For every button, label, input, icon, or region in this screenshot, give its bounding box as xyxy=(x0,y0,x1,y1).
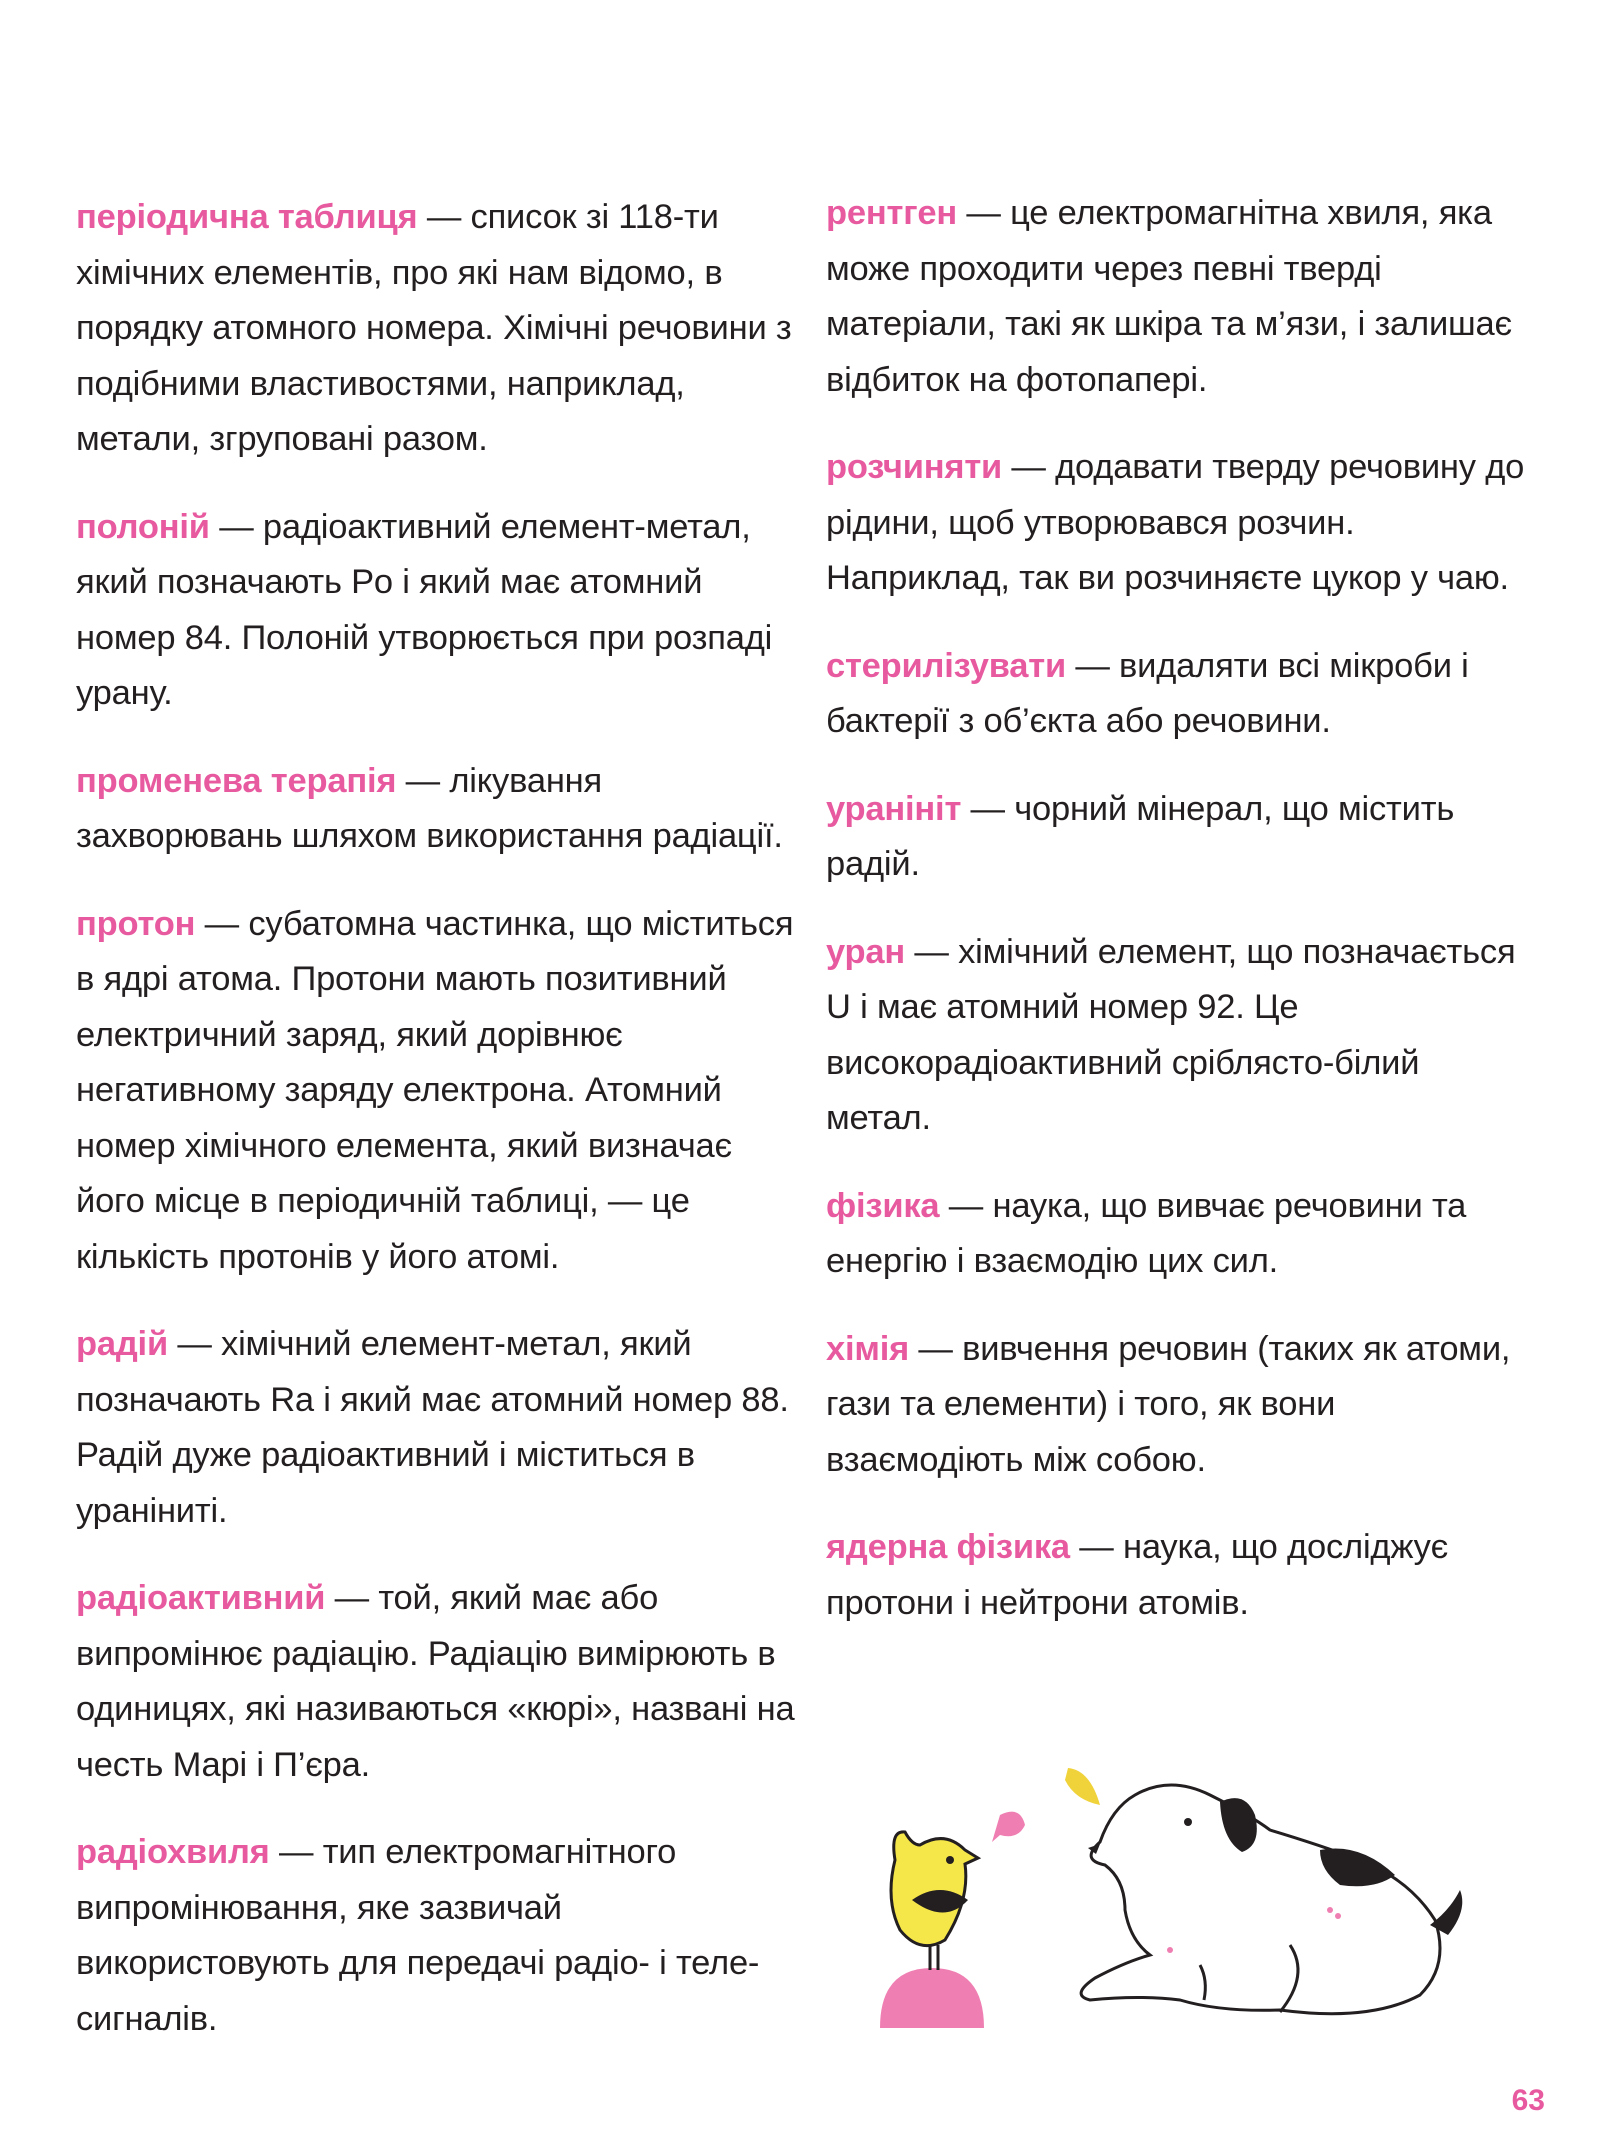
bird-and-dog-illustration xyxy=(850,1750,1550,2050)
glossary-entry xyxy=(826,782,1526,893)
page-number: 63 xyxy=(1511,2084,1545,2117)
glossary-term: стерилізувати xyxy=(826,646,1066,685)
glossary-definition: — видаляти всі мікроби і бактерії з об’єкта або речовини. xyxy=(826,646,1469,740)
glossary-definition: — вивчення речовин (таких як атоми, гази та елементи) і того, як вони взаємодіють між собою. xyxy=(826,1329,1511,1479)
glossary-entry xyxy=(826,639,1526,750)
speech-bubble-icon xyxy=(1065,1768,1100,1805)
glossary-definition: — чорний мінерал, що містить радій. xyxy=(826,789,1455,883)
glossary-entry xyxy=(76,1317,796,1539)
glossary-entry xyxy=(76,1571,796,1793)
glossary-definition: — хімічний елемент, що позначається U і має атомний номер 92. Це високорадіоактивний сріблясто-білий метал. xyxy=(826,932,1516,1137)
glossary-definition: — наука, що досліджує протони і нейтрони атомів. xyxy=(826,1528,1449,1622)
glossary-entry xyxy=(826,1179,1526,1290)
glossary-entry xyxy=(76,500,796,722)
glossary-term: променева терапія xyxy=(76,761,397,800)
glossary-entry xyxy=(76,190,796,468)
glossary-term: хімія xyxy=(826,1329,910,1368)
glossary-entry xyxy=(76,1825,796,2047)
dog-icon xyxy=(1081,1785,1462,2014)
glossary-term: фізика xyxy=(826,1186,940,1225)
glossary-term: рентген xyxy=(826,194,957,232)
glossary-definition: — хімічний елемент-метал, який позначають Ra і який має атомний номер 88. Радій дуже радіоактивний і міститься в ураніниті. xyxy=(76,1325,789,1530)
glossary-entry xyxy=(826,1322,1526,1489)
glossary-definition: — субатомна частинка, що міститься в ядрі атома. Протони мають позитивний електричний заряд, який дорівнює негативному заряду електрона. Атомний номер хімічного елемента, який визначає його місце в періодичній таблиці, — це кількість протонів у його атомі. xyxy=(76,904,794,1276)
glossary-term: радіохвиля xyxy=(76,1833,270,1871)
glossary-entry xyxy=(76,754,796,865)
glossary-definition: — це електромагнітна хвиля, яка може проходити через певні тверді матеріали, такі як шкіра та м’язи, і залишає відбиток на фотопапері. xyxy=(826,194,1512,399)
glossary-left-column xyxy=(76,190,796,2079)
glossary-definition: — тип електромагнітного випромінювання, яке зазвичай використовують для передачі радіо- і теле- сигналів. xyxy=(76,1833,760,2038)
glossary-definition: — додавати тверду речовину до рідини, щоб утворювався розчин. Наприклад, так ви розчиняєте цукор у чаю. xyxy=(826,448,1525,597)
speech-bubble-icon xyxy=(992,1812,1025,1842)
glossary-term: розчиняти xyxy=(826,448,1003,486)
glossary-definition: — наука, що вивчає речовини та енергію і взаємодію цих сил. xyxy=(826,1186,1467,1280)
glossary-term: полоній xyxy=(76,507,210,546)
glossary-term: радій xyxy=(76,1325,168,1363)
glossary-definition: — список зі 118-ти хімічних елементів, про які нам відомо, в порядку атомного номера. Хімічні речовини з подібними властивостями, наприклад, метали, згруповані разом. xyxy=(76,198,792,458)
glossary-term: ядерна фізика xyxy=(826,1528,1070,1566)
glossary-term: радіоактивний xyxy=(76,1579,326,1617)
glossary-term: періодична таблиця xyxy=(76,198,418,236)
glossary-entry xyxy=(826,440,1526,607)
bird-icon xyxy=(891,1832,978,1970)
glossary-term: протон xyxy=(76,904,196,943)
glossary-definition: — той, який має або випромінює радіацію. Радіацію вимірюють в одиницях, які називаються «кюрі», названі на честь Марі і П’єра. xyxy=(76,1579,795,1784)
glossary-right-column xyxy=(826,186,1526,1663)
glossary-entry xyxy=(826,1520,1526,1631)
glossary-entry xyxy=(826,186,1526,408)
glossary-term: уранініт xyxy=(826,789,962,828)
pedestal-icon xyxy=(880,1968,984,2028)
glossary-term: уран xyxy=(826,932,906,971)
glossary-entry xyxy=(76,897,796,1286)
glossary-definition: — лікування захворювань шляхом використання радіації. xyxy=(76,761,783,855)
glossary-entry xyxy=(826,925,1526,1147)
glossary-definition: — радіоактивний елемент-метал, який позначають Po і який має атомний номер 84. Полоній утворюється при розпаді урану. xyxy=(76,507,773,712)
